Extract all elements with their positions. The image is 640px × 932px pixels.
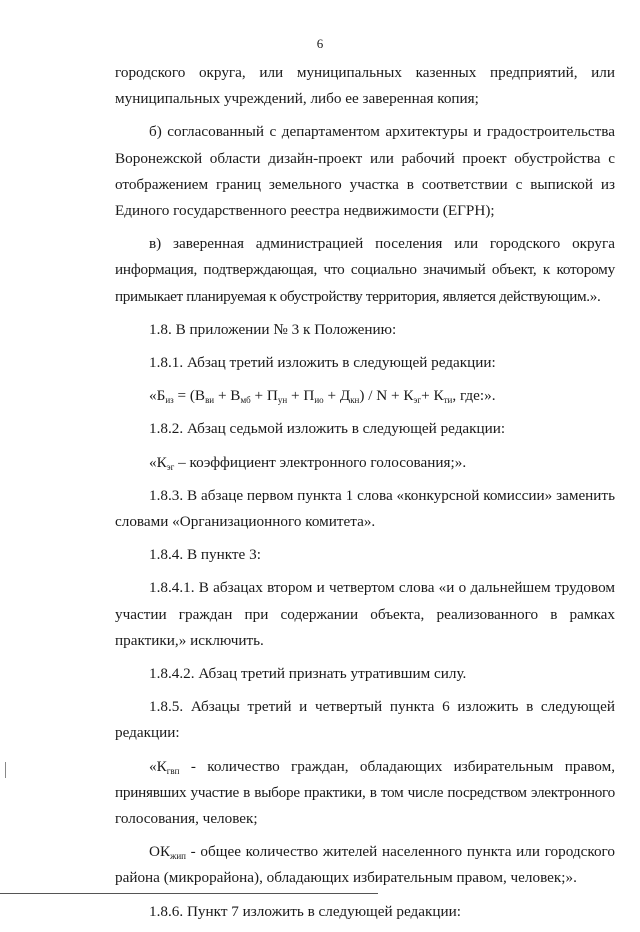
section-1-8-3 [115,483,615,535]
formula-part: + В [214,387,241,405]
text-line: 1.8.3. В абзаце первом пункта 1 слова «конкурсной комиссии» заменить [149,486,615,504]
definition-part: «К [149,757,167,775]
definition-subscript: эг [166,461,175,472]
definition-part: – коэффициент электронного голосования;». [174,453,467,471]
section-1-8-5 [115,694,615,746]
formula-part: «Б [149,387,166,405]
section-1-8: 1.8. В приложении № 3 к Положению: [149,320,397,338]
kgvp-definition [115,754,615,833]
text-line: муниципальных учреждений, либо ее заверенная копия; [115,90,479,108]
formula-subscript: кн [350,395,360,406]
text-line [115,839,615,865]
text-line: 1.8.4.1. В абзацах втором и четвертом слова «и о дальнейшем трудовом [149,579,615,597]
section-1-8-4: 1.8.4. В пункте 3: [149,546,261,564]
definition-subscript: жип [170,851,186,862]
formula-part: = (В [173,387,206,405]
text-line: в) заверенная администрацией поселения или городского округа [149,235,615,253]
text-line: района (микрорайона), обладающих избирательным правом, человек;». [115,869,577,887]
formula-subscript: ун [277,395,288,406]
text-line: редакции: [115,724,180,742]
margin-mark [5,762,6,778]
definition-part: - общее количество жителей населенного пункта или городского [185,843,615,861]
section-1-8-1: 1.8.1. Абзац третий изложить в следующей редакции: [149,354,496,372]
text-line: отображением границ земельного участка в соответствии с выпиской из [115,175,615,193]
formula-part: + П [287,387,315,405]
formula-part: + П [250,387,278,405]
definition-subscript: гвп [166,765,180,776]
text-line: 1.8.5. Абзацы третий и четвертый пункта 6 изложить в следующей [149,698,615,716]
definition-part: - количество граждан, обладающих избирательным правом, [179,757,615,775]
paragraph-item-v [115,231,615,310]
formula-subscript: мб [240,395,251,406]
text-line: примыкает планируемая к обустройству территория, является действующим.». [115,287,601,305]
text-line: участии граждан при содержании объекта, реализованного в рамках [115,605,615,623]
text-line: информация, подтверждающая, что социально значимый объект, к которому [115,261,615,279]
formula-line [115,383,615,409]
formula-subscript: из [165,395,174,406]
document-body [115,60,615,932]
text-line: практики,» исключить. [115,631,264,649]
section-1-8-4-1 [115,575,615,654]
definition-part: «К [149,453,167,471]
text-line: принявших участие в выборе практики, в том числе посредством электронного [115,783,615,801]
footer-rule [0,893,378,894]
text-line: б) согласованный с департаментом архитектуры и градостроительства [149,123,615,141]
keg-definition [115,450,615,476]
formula-subscript: эг [413,395,422,406]
paragraph-continuation [115,60,615,112]
text-line: Единого государственного реестра недвижимости (ЕГРН); [115,202,495,220]
text-line: Воронежской области дизайн-проект или рабочий проект обустройства с [115,149,615,167]
text-line [115,754,615,780]
section-1-8-6: 1.8.6. Пункт 7 изложить в следующей редакции: [149,902,462,920]
formula-subscript: ти [443,395,453,406]
page-number: 6 [316,36,324,51]
paragraph-item-b [115,119,615,224]
text-line: словами «Организационного комитета». [115,513,376,531]
formula-part: , где:». [452,387,496,405]
ok-definition [115,839,615,891]
text-line: городского округа, или муниципальных казенных предприятий, или [115,64,615,81]
definition-part: ОК [149,843,171,861]
formula-part: + К [421,387,444,405]
section-1-8-2: 1.8.2. Абзац седьмой изложить в следующей редакции: [149,420,506,438]
text-line: голосования, человек; [115,810,258,828]
formula-subscript: ио [314,395,324,406]
formula-part: + Д [323,387,351,405]
formula-subscript: ви [205,395,215,406]
formula-part: ) / N + К [359,387,414,405]
section-1-8-4-2: 1.8.4.2. Абзац третий признать утратившим силу. [149,665,467,683]
